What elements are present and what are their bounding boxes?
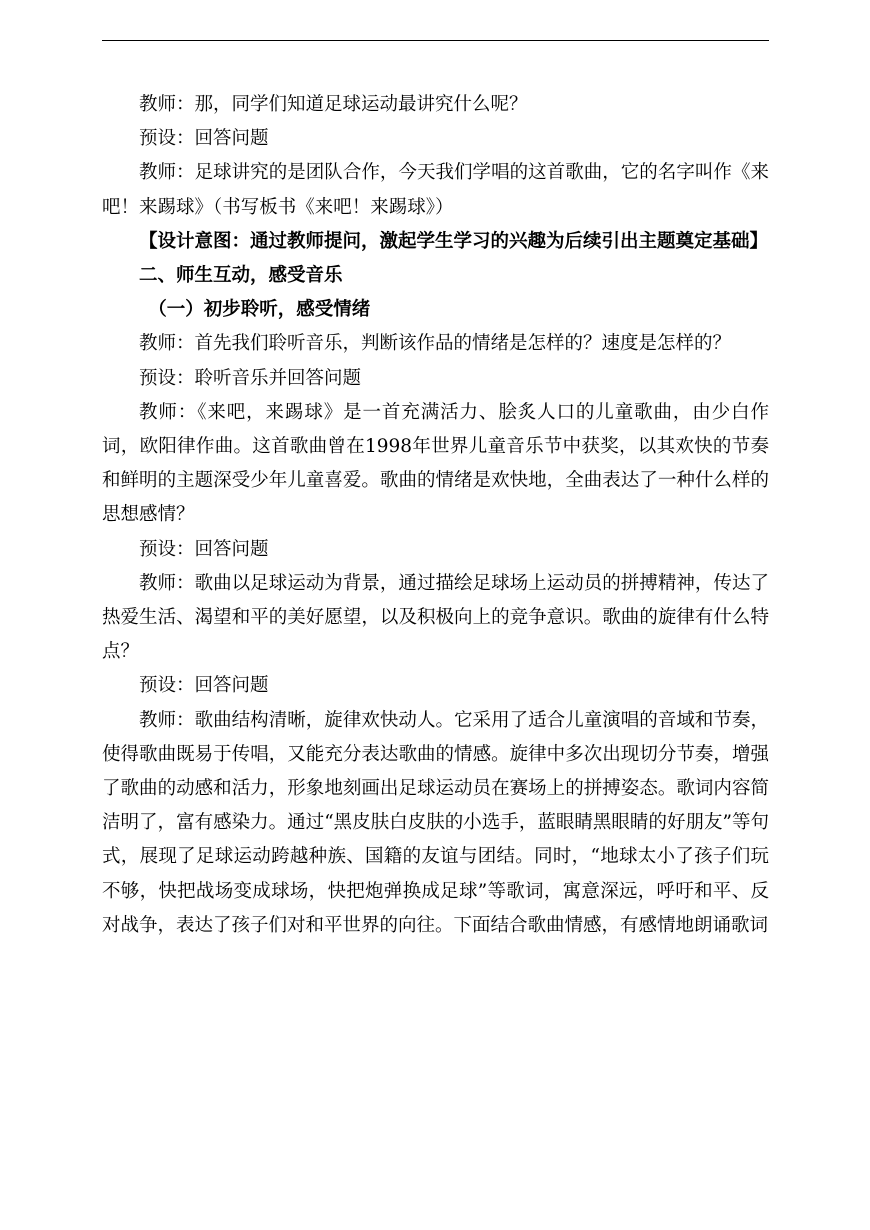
paragraph-teacher-question: 教师：那，同学们知道足球运动最讲究什么呢？ (139, 94, 528, 115)
section-heading: 二、师生互动，感受音乐 (139, 265, 343, 287)
paragraph-preset-answer: 预设：回答问题 (139, 128, 269, 150)
paragraph-teacher-theme: 教师：歌曲以足球运动为背景，通过描绘足球场上运动员的拼搏精神，传达了热爱生活、渴望和平的美好愿望，以及积极向上的竞争意识。歌曲的旋律有什么特点？ (102, 572, 769, 663)
paragraph-teacher-song-info: 教师：《来吧，来踢球》是一首充满活力、脍炙人口的儿童歌曲，由少白作词，欧阳律作曲。这首歌曲曾在1998年世界儿童音乐节中获奖，以其欢快的节奏和鲜明的主题深受少年儿童喜爱。歌曲的情绪是欢快地，全曲表达了一种什么样的思想感情？ (102, 401, 769, 526)
paragraph-preset-answer-3: 预设：回答问题 (139, 675, 269, 697)
header-rule (102, 40, 769, 41)
paragraph-teacher-intro-song: 教师：足球讲究的是团队合作，今天我们学唱的这首歌曲，它的名字叫作《来吧！来踢球》（书写板书《来吧！来踢球》） (102, 162, 769, 218)
paragraph-teacher-structure: 教师：歌曲结构清晰，旋律欢快动人。它采用了适合儿童演唱的音域和节奏，使得歌曲既易于传唱，又能充分表达歌曲的情感。旋律中多次出现切分节奏，增强了歌曲的动感和活力，形象地刻画出足球运动员在赛场上的拼搏姿态。歌词内容简洁明了，富有感染力。通过“黑皮肤白皮肤的小选手，蓝眼睛黑眼睛的好朋友”等句式，展现了足球运动跨越种族、国籍的友谊与团结。同时，“地球太小了孩子们玩不够，快把战场变成球场，快把炮弹换成足球”等歌词，寓意深远，呼吁和平、反对战争，表达了孩子们对和平世界的向往。下面结合歌曲情感，有感情地朗诵歌词 (102, 709, 769, 936)
paragraph-teacher-listen: 教师：首先我们聆听音乐，判断该作品的情绪是怎样的？速度是怎样的？ (139, 333, 732, 355)
paragraph-design-intent: 【设计意图：通过教师提问，激起学生学习的兴趣为后续引出主题奠定基础】 (139, 230, 769, 252)
subsection-heading: （一）初步聆听，感受情绪 (148, 299, 371, 321)
paragraph-preset-answer-2: 预设：回答问题 (139, 538, 269, 560)
document-body (102, 88, 769, 943)
paragraph-preset-listen: 预设：聆听音乐并回答问题 (139, 367, 362, 389)
